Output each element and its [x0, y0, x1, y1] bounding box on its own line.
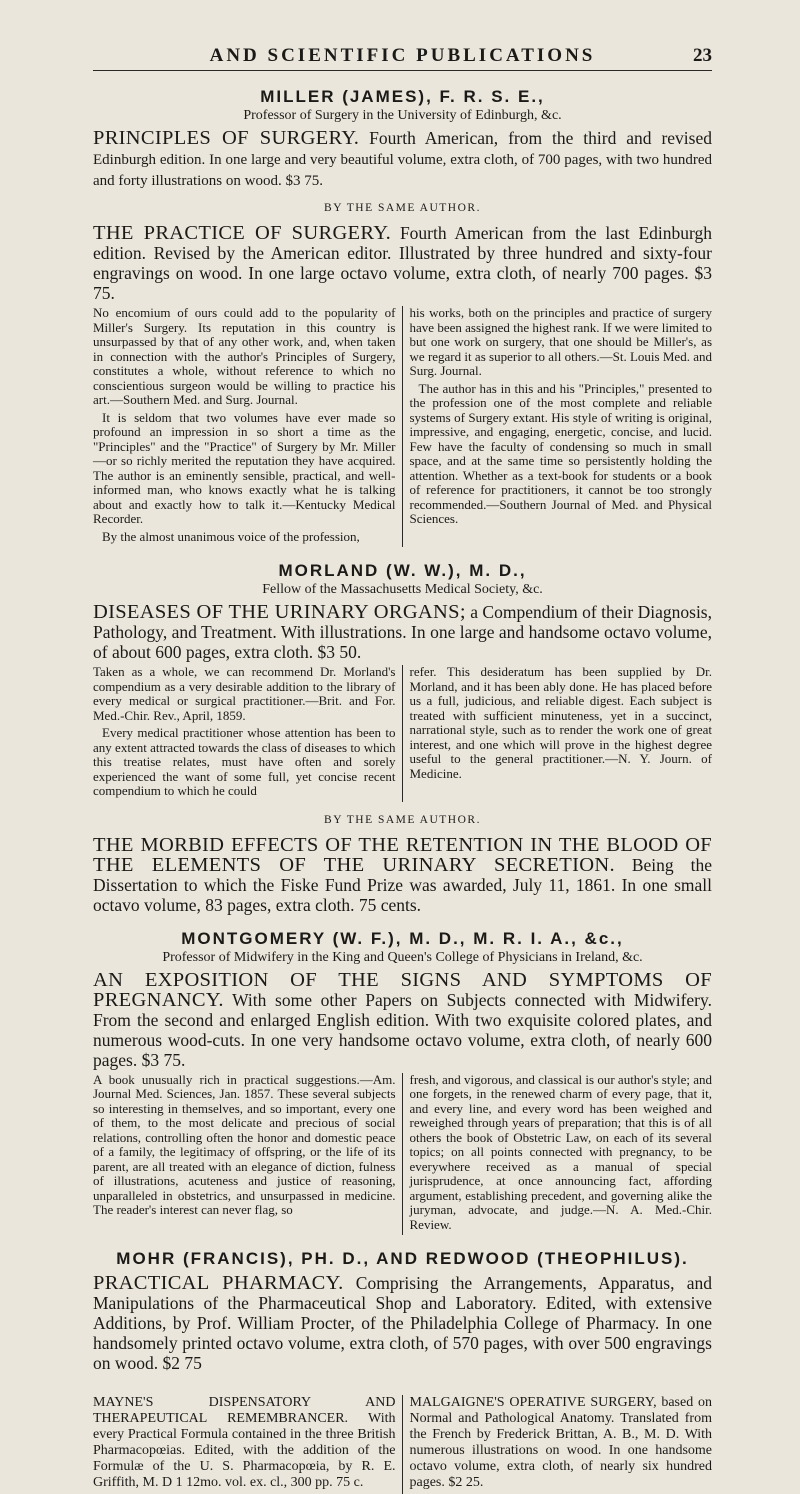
listing-left: [93, 1395, 403, 1494]
review-column-left: [93, 1073, 403, 1236]
book-entry: [93, 1273, 712, 1373]
section-montgomery: [93, 929, 712, 1236]
author-affiliation: Fellow of the Massachusetts Medical Society, &c.: [262, 582, 543, 597]
review-column-right: [403, 306, 713, 547]
header-rule: [93, 70, 712, 71]
listing-right: [403, 1395, 713, 1494]
book-title: AN EXPOSITION OF THE SIGNS AND SYMPTOMS OF PREGNANCY.: [93, 968, 712, 1011]
review-columns: [93, 306, 712, 547]
book-title: PRACTICAL PHARMACY.: [93, 1272, 344, 1294]
book-entry: [93, 602, 712, 662]
listing-text: MAYNE'S DISPENSATORY AND THERAPEUTICAL REMEMBRANCER. With every Practical Formula contained in the three British Pharmacopœias. Edited, with the addition of the Formulæ of the U. S. Pharmacopœia, by R. E. Griffith, M. D 1 12mo. vol. ex. cl., 300 pp. 75 c.: [93, 1395, 396, 1490]
listing-text: MALGAIGNE'S OPERATIVE SURGERY, based on Normal and Pathological Anatomy. Translated from the French by Frederick Brittan, A. B., M. D. With numerous illustrations on wood. In one handsome octavo volume, extra cloth, of nearly six hundred pages. $2 25.: [409, 1395, 712, 1490]
review-columns: [93, 665, 712, 802]
catalog-content: [93, 79, 712, 1494]
author-heading: MONTGOMERY (W. F.), M. D., M. R. I. A., &c.,: [181, 928, 624, 948]
review-columns: [93, 1073, 712, 1236]
book-title-rest: With some other Papers on Subjects connected with Midwifery. From the second and enlarged English edition. With two exquisite colored plates, and numerous wood-cuts. In one very handsome octavo volume, extra cloth, of nearly 600 pages. $3 75.: [93, 989, 712, 1070]
book-description: Edinburgh edition. In one large and very beautiful volume, extra cloth, of 700 pages, with two hundred and forty illustrations on wood. $3 75.: [93, 152, 712, 189]
review-text: his works, both on the principles and practice of surgery have been assigned the highest rank. If we were limited to but one work on surgery, that one should be Miller's, as we regard it as superior to all others.—St. Louis Med. and Surg. Journal.: [409, 305, 712, 378]
by-same-author: BY THE SAME AUTHOR.: [324, 813, 481, 826]
book-title-rest: a Compendium of their Diagnosis, Pathology, and Treatment. With illustrations. In one large and handsome octavo volume, of about 600 pages, extra cloth. $3 50.: [93, 602, 712, 662]
section-mohr: [93, 1249, 712, 1373]
review-text: fresh, and vigorous, and classical is our author's style; and one forgets, in the renewed charm of every page, that it, and every line, and every word has been weighed and reweighed through years of preparation; that this is of all others the book of Obstetric Law, on each of its several topics; on all points connected with pregnancy, to be everywhere received as a manual of special jurisprudence, at once announcing fact, affording argument, establishing precedent, and governing alike the juryman, advocate, and judge.—N. A. Med.-Chir. Review.: [409, 1071, 712, 1232]
review-text: Taken as a whole, we can recommend Dr. Morland's compendium as a very desirable addition to the library of every medical or surgical practitioner.—Brit. and For. Med.-Chir. Rev., April, 1859.: [93, 664, 396, 723]
page-number: 23: [693, 45, 712, 66]
book-title-rest: Being the Dissertation to which the Fiske Fund Prize was awarded, July 11, 1861. In one small octavo volume, 83 pages, extra cloth. 75 cents.: [93, 854, 712, 915]
book-title-rest: Fourth American, from the third and revised: [369, 128, 712, 148]
book-entry: [93, 223, 712, 303]
author-affiliation: Professor of Surgery in the University of Edinburgh, &c.: [243, 108, 562, 123]
book-entry: [93, 128, 712, 190]
book-entry: [93, 835, 712, 915]
by-same-author: BY THE SAME AUTHOR.: [324, 202, 481, 214]
review-text: No encomium of ours could add to the popularity of Miller's Surgery. Its reputation in this country is unsurpassed by that of any other work, and, when taken in connection with the author's Principles of Surgery, constitutes a whole, without reference to which no conscientious surgeon would be willing to practice his art.—Southern Med. and Surg. Journal.: [93, 305, 396, 407]
book-entry: [93, 970, 712, 1070]
review-column-left: [93, 665, 403, 802]
book-title: THE PRACTICE OF SURGERY.: [93, 222, 392, 244]
review-column-left: [93, 306, 403, 547]
review-column-right: [403, 1073, 713, 1236]
author-affiliation: Professor of Midwifery in the King and Queen's College of Physicians in Ireland, &c.: [162, 949, 643, 965]
book-title-rest: Fourth American from the last Edinburgh edition. Revised by the American editor. Illustrated by three hundred and sixty-four engravings on wood. In one large octavo volume, extra cloth, of nearly 700 pages. $3 75.: [93, 223, 713, 303]
review-text: It is seldom that two volumes have ever made so profound an impression in so short a time as the "Principles" and the "Practice" of Surgery by Mr. Miller—or so richly merited the reputation they have acquired. The author is an eminently sensible, practical, and well-informed man, who knows exactly what he is talking about and exactly how to talk it.—Kentucky Medical Recorder.: [93, 409, 396, 526]
book-title-rest: Comprising the Arrangements, Apparatus, and Manipulations of the Pharmaceutical Shop and Laboratory. Edited, with extensive Additions, by Prof. William Procter, of the Philadelphia College of Pharmacy. In one handsomely printed octavo volume, extra cloth, of 570 pages, with over 500 engravings on wood. $2 75: [93, 1273, 712, 1373]
bottom-listings: [93, 1395, 712, 1494]
page-header: [93, 45, 712, 71]
review-text: Every medical practitioner whose attention has been to any extent attracted towards the class of diseases to which this treatise relates, must have often and sorely experienced the want of some full, yet concise recent compendium to which he could: [93, 725, 396, 798]
author-heading: MOHR (FRANCIS), PH. D., AND REDWOOD (THEOPHILUS).: [116, 1249, 689, 1268]
review-column-right: [403, 665, 713, 802]
review-text: A book unusually rich in practical suggestions.—Am. Journal Med. Sciences, Jan. 1857. These several subjects so interesting in themselves, and so important, every one of them, to the most delicate and precious of social relations, controlling often the honor and domestic peace of a family, the legitimacy of offspring, or the life of its parent, are all treated with an elegance of diction, fulness of illustrations, acuteness and justice of reasoning, unparalleled in obstetrics, and unsurpassed in medicine. The reader's interest can never flag, so: [93, 1071, 396, 1217]
author-heading: MILLER (JAMES), F. R. S. E.,: [260, 87, 545, 106]
section-morland: [93, 561, 712, 915]
review-text: refer. This desideratum has been supplied by Dr. Morland, and it has been ably done. He has placed before us a full, judicious, and reliable digest. Each subject is treated with sufficient minuteness, yet in a succinct, narrational style, such as to render the work one of great interest, and one which will prove in the highest degree useful to the general practitioner.—N. Y. Journ. of Medicine.: [409, 664, 712, 781]
author-heading: MORLAND (W. W.), M. D.,: [278, 561, 527, 580]
book-title: THE MORBID EFFECTS OF THE RETENTION IN THE BLOOD OF THE ELEMENTS OF THE URINARY SECRETION.: [93, 833, 712, 876]
book-title: DISEASES OF THE URINARY ORGANS;: [93, 601, 466, 623]
book-title: PRINCIPLES OF SURGERY.: [93, 127, 360, 149]
review-text: The author has in this and his "Principles," presented to the profession one of the most complete and reliable systems of Surgery extant. His style of writing is original, impressive, and engaging, energetic, concise, and lucid. Few have the faculty of condensing so much in small space, and at the same time so persistently holding the attention. Whether as a text-book for students or a book of reference for practitioners, it cannot be too strongly recommended.—Southern Journal of Med. and Physical Sciences.: [409, 380, 712, 526]
running-title: AND SCIENTIFIC PUBLICATIONS: [209, 45, 596, 66]
review-text: By the almost unanimous voice of the profession,: [102, 528, 360, 544]
